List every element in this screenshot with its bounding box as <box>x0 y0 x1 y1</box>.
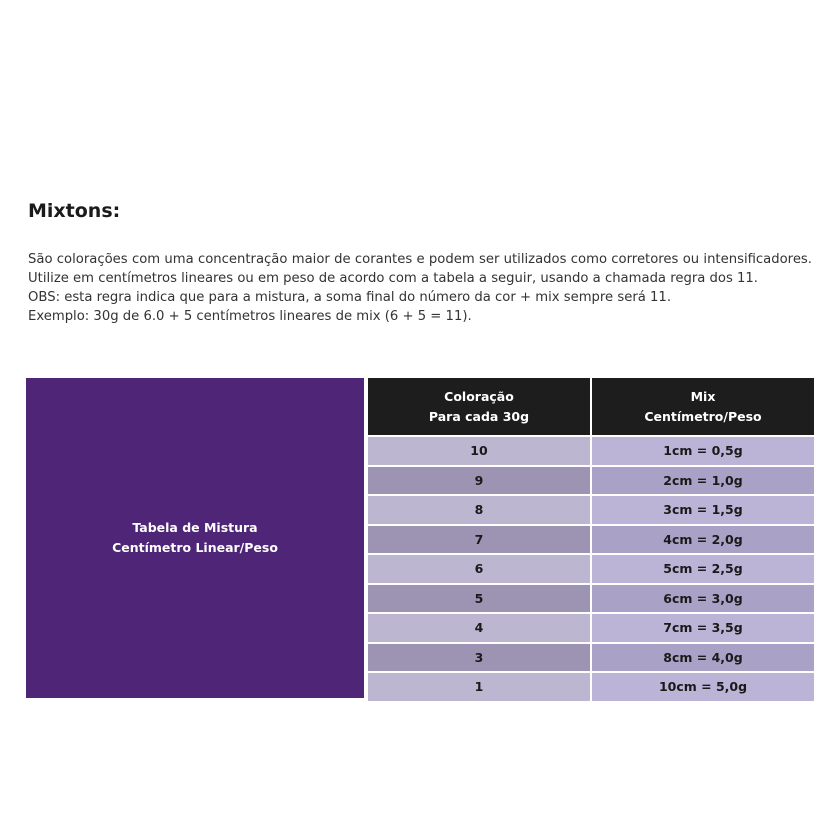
header-mix-line2: Centímetro/Peso <box>644 408 762 424</box>
table-header-row <box>368 378 814 436</box>
obs-note: OBS: esta regra indica que para a mistura, a soma final do número da cor + mix sempre será 11. <box>28 290 672 305</box>
header-coloracao-line2: Para cada 30g <box>428 408 530 424</box>
panel-label-line1: Tabela de Mistura <box>132 520 258 535</box>
cell-mix: 8cm = 4,0g <box>591 643 814 673</box>
mix-table-container <box>368 378 814 701</box>
header-mix-line1: Mix <box>690 388 716 404</box>
table-row <box>368 495 814 525</box>
cell-mix: 10cm = 5,0g <box>591 672 814 701</box>
section-title: Mixtons: <box>28 200 121 222</box>
example-note: Exemplo: 30g de 6.0 + 5 centímetros lineares de mix (6 + 5 = 11). <box>28 309 472 324</box>
cell-coloracao: 8 <box>368 495 591 525</box>
cell-coloracao: 9 <box>368 466 591 496</box>
cell-coloracao: 5 <box>368 584 591 614</box>
table-row <box>368 672 814 701</box>
description <box>28 250 812 326</box>
cell-coloracao: 1 <box>368 672 591 701</box>
cell-coloracao: 7 <box>368 525 591 555</box>
cell-mix: 3cm = 1,5g <box>591 495 814 525</box>
cell-mix: 5cm = 2,5g <box>591 554 814 584</box>
table-row <box>368 584 814 614</box>
panel-label-line2: Centímetro Linear/Peso <box>112 540 278 555</box>
header-coloracao-line1: Coloração <box>444 388 514 404</box>
cell-mix: 6cm = 3,0g <box>591 584 814 614</box>
cell-coloracao: 3 <box>368 643 591 673</box>
mix-table <box>368 378 814 701</box>
table-row <box>368 466 814 496</box>
description-paragraph: São colorações com uma concentração maior de corantes e podem ser utilizados como corretores ou intensificadores. Utilize em centímetros lineares ou em peso de acordo com a tabela a seguir, usando a chamada regra dos 11. <box>28 252 812 286</box>
cell-mix: 1cm = 0,5g <box>591 436 814 466</box>
table-label-panel <box>26 378 364 698</box>
header-mix <box>591 378 814 436</box>
table-row <box>368 613 814 643</box>
cell-mix: 7cm = 3,5g <box>591 613 814 643</box>
header-coloracao <box>368 378 591 436</box>
table-row <box>368 554 814 584</box>
cell-coloracao: 4 <box>368 613 591 643</box>
cell-coloracao: 10 <box>368 436 591 466</box>
cell-mix: 4cm = 2,0g <box>591 525 814 555</box>
table-row <box>368 525 814 555</box>
table-row <box>368 436 814 466</box>
cell-mix: 2cm = 1,0g <box>591 466 814 496</box>
cell-coloracao: 6 <box>368 554 591 584</box>
table-row <box>368 643 814 673</box>
